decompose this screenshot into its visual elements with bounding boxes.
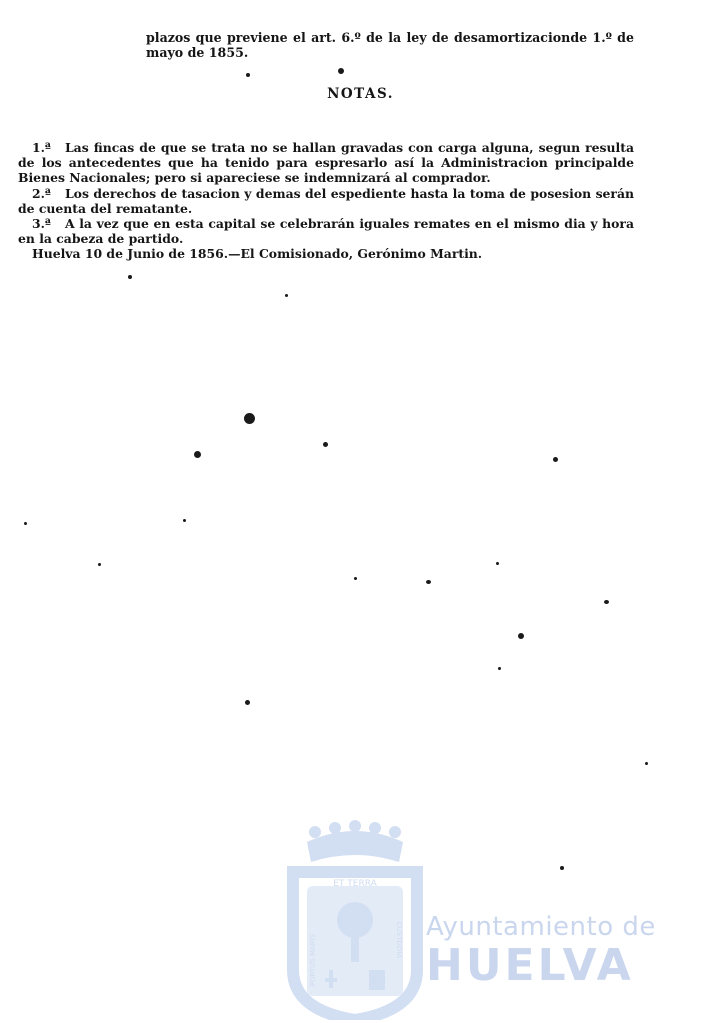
watermark-text [426, 912, 656, 990]
note-1 [18, 140, 634, 186]
signature-line: Huelva 10 de Junio de 1856.—El Comisionado, Gerónimo Martin. [32, 246, 483, 262]
shield-left-label: PORTUS MARIS [309, 933, 317, 987]
scan-speck [245, 700, 250, 705]
scan-speck [645, 762, 648, 765]
watermark-line-2: HUELVA [426, 940, 634, 991]
note-3 [18, 216, 634, 246]
scan-speck [24, 522, 27, 525]
note-text: A la vez que en esta capital se celebrarán iguales remates en el mismo dia y hora en la cabeza de partido. [18, 216, 634, 247]
scan-speck [128, 275, 132, 279]
note-number: 3.ª [32, 216, 51, 232]
scan-speck [338, 68, 344, 74]
notes-title: NOTAS. [327, 86, 394, 102]
scan-speck [498, 667, 501, 670]
scan-speck [553, 457, 558, 462]
scan-speck [604, 600, 609, 604]
note-2 [18, 186, 634, 216]
scan-speck [98, 563, 101, 566]
notes-list [18, 140, 634, 262]
shield-right-label: CUSTODIA [395, 921, 403, 959]
note-text: Los derechos de tasacion y demas del espediente hasta la toma de posesion serán de cuenta del rematante. [18, 185, 634, 216]
scan-speck [426, 580, 431, 584]
note-number: 1.ª [32, 140, 51, 155]
note-text: Las fincas de que se trata no se hallan gravadas con carga alguna, segun resulta de los antecedentes que ha tenido para espresarlo así la Administracion principalde Bienes Nacionales; pero si apareciese se indemnizará al comprador. [18, 140, 634, 186]
scan-speck [323, 442, 328, 447]
scan-speck [518, 633, 524, 639]
scan-speck [285, 294, 288, 297]
watermark-line-1: Ayuntamiento de [426, 912, 656, 942]
intro-paragraph: plazos que previene el art. 6.º de la ley de desamortizacionde 1.º de mayo de 1855. [146, 30, 634, 60]
scan-speck [496, 562, 499, 565]
scan-speck [183, 519, 186, 522]
scan-speck [354, 577, 357, 580]
note-number: 2.ª [32, 185, 51, 201]
scan-speck [244, 413, 255, 424]
shield-top-label: ET TERRA [333, 879, 377, 889]
scan-speck [246, 73, 250, 77]
scan-speck [194, 451, 201, 458]
